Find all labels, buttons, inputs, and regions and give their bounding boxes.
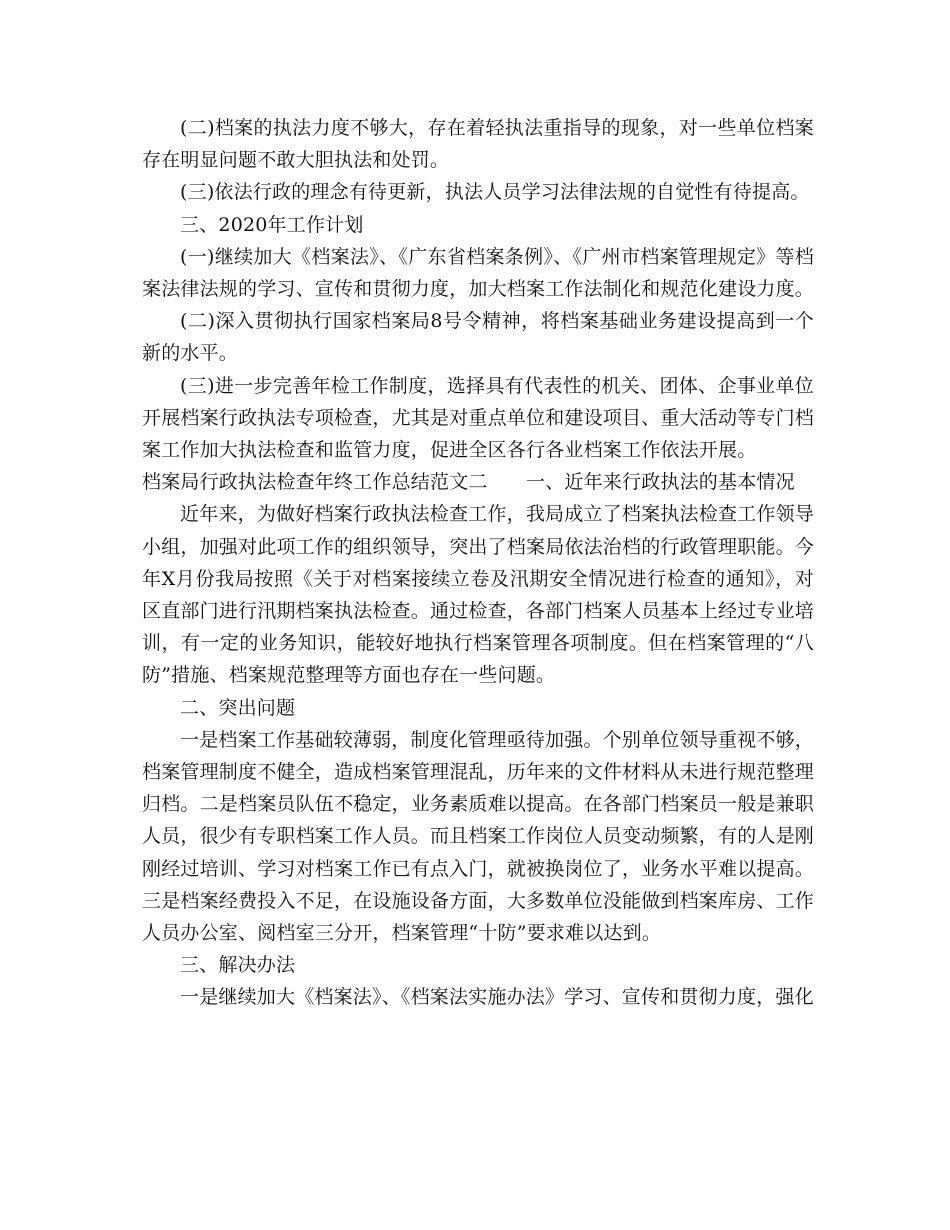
paragraph: 近年来，为做好档案行政执法检查工作，我局成立了档案执法检查工作领导小组，加强对此项工作的组织领导，突出了档案局依法治档的行政管理职能。今年X月份我局按照《关于对档案接续立卷及汛期安全情况进行检查的通知》，对区直部门进行汛期档案执法检查。通过检查，各部门档案人员基本上经过专业培训，有一定的业务知识，能较好地执行档案管理各项制度。但在档案管理的“八防”措施、档案规范整理等方面也存在一些问题。 (142, 503, 815, 687)
document-title-line: 档案局行政执法检查年终工作总结范文二 一、近年来行政执法的基本情况 (142, 471, 795, 494)
paragraph: (一)继续加大《档案法》、《广东省档案条例》、《广州市档案管理规定》等档案法律法规的学习、宣传和贯彻力度，加大档案工作法制化和规范化建设力度。 (142, 245, 815, 301)
paragraph: (三)依法行政的理念有待更新，执法人员学习法律法规的自觉性有待提高。 (180, 181, 810, 204)
section-heading: 三、解决办法 (180, 954, 296, 977)
section-heading: 三、2020年工作计划 (180, 213, 364, 236)
paragraph: (二)档案的执法力度不够大，存在着轻执法重指导的现象，对一些单位档案存在明显问题不敢大胆执法和处罚。 (142, 117, 814, 172)
paragraph: (三)进一步完善年检工作制度，选择具有代表性的机关、团体、企事业单位开展档案行政执法专项检查，尤其是对重点单位和建设项目、重大活动等专门档案工作加大执法检查和监管力度，促进全区各行各业档案工作依法开展。 (142, 374, 815, 462)
paragraph: 一是继续加大《档案法》、《档案法实施办法》学习、宣传和贯彻力度，强化 (180, 986, 814, 1009)
paragraph: 一是档案工作基础较薄弱，制度化管理亟待加强。个别单位领导重视不够，档案管理制度不健全，造成档案管理混乱，历年来的文件材料从未进行规范整理归档。二是档案员队伍不稳定，业务素质难以提高。在各部门档案员一般是兼职人员，很少有专职档案工作人员。而且档案工作岗位人员变动频繁，有的人是刚刚经过培训、学习对档案工作已有点入门，就被换岗位了，业务水平难以提高。三是档案经费投入不足，在设施设备方面，大多数单位没能做到档案库房、工作人员办公室、阅档室三分开，档案管理“十防”要求难以达到。 (142, 728, 815, 945)
document-body (142, 112, 814, 1014)
section-heading: 二、突出问题 (180, 696, 296, 719)
paragraph: (二)深入贯彻执行国家档案局8号令精神，将档案基础业务建设提高到一个新的水平。 (142, 310, 814, 365)
